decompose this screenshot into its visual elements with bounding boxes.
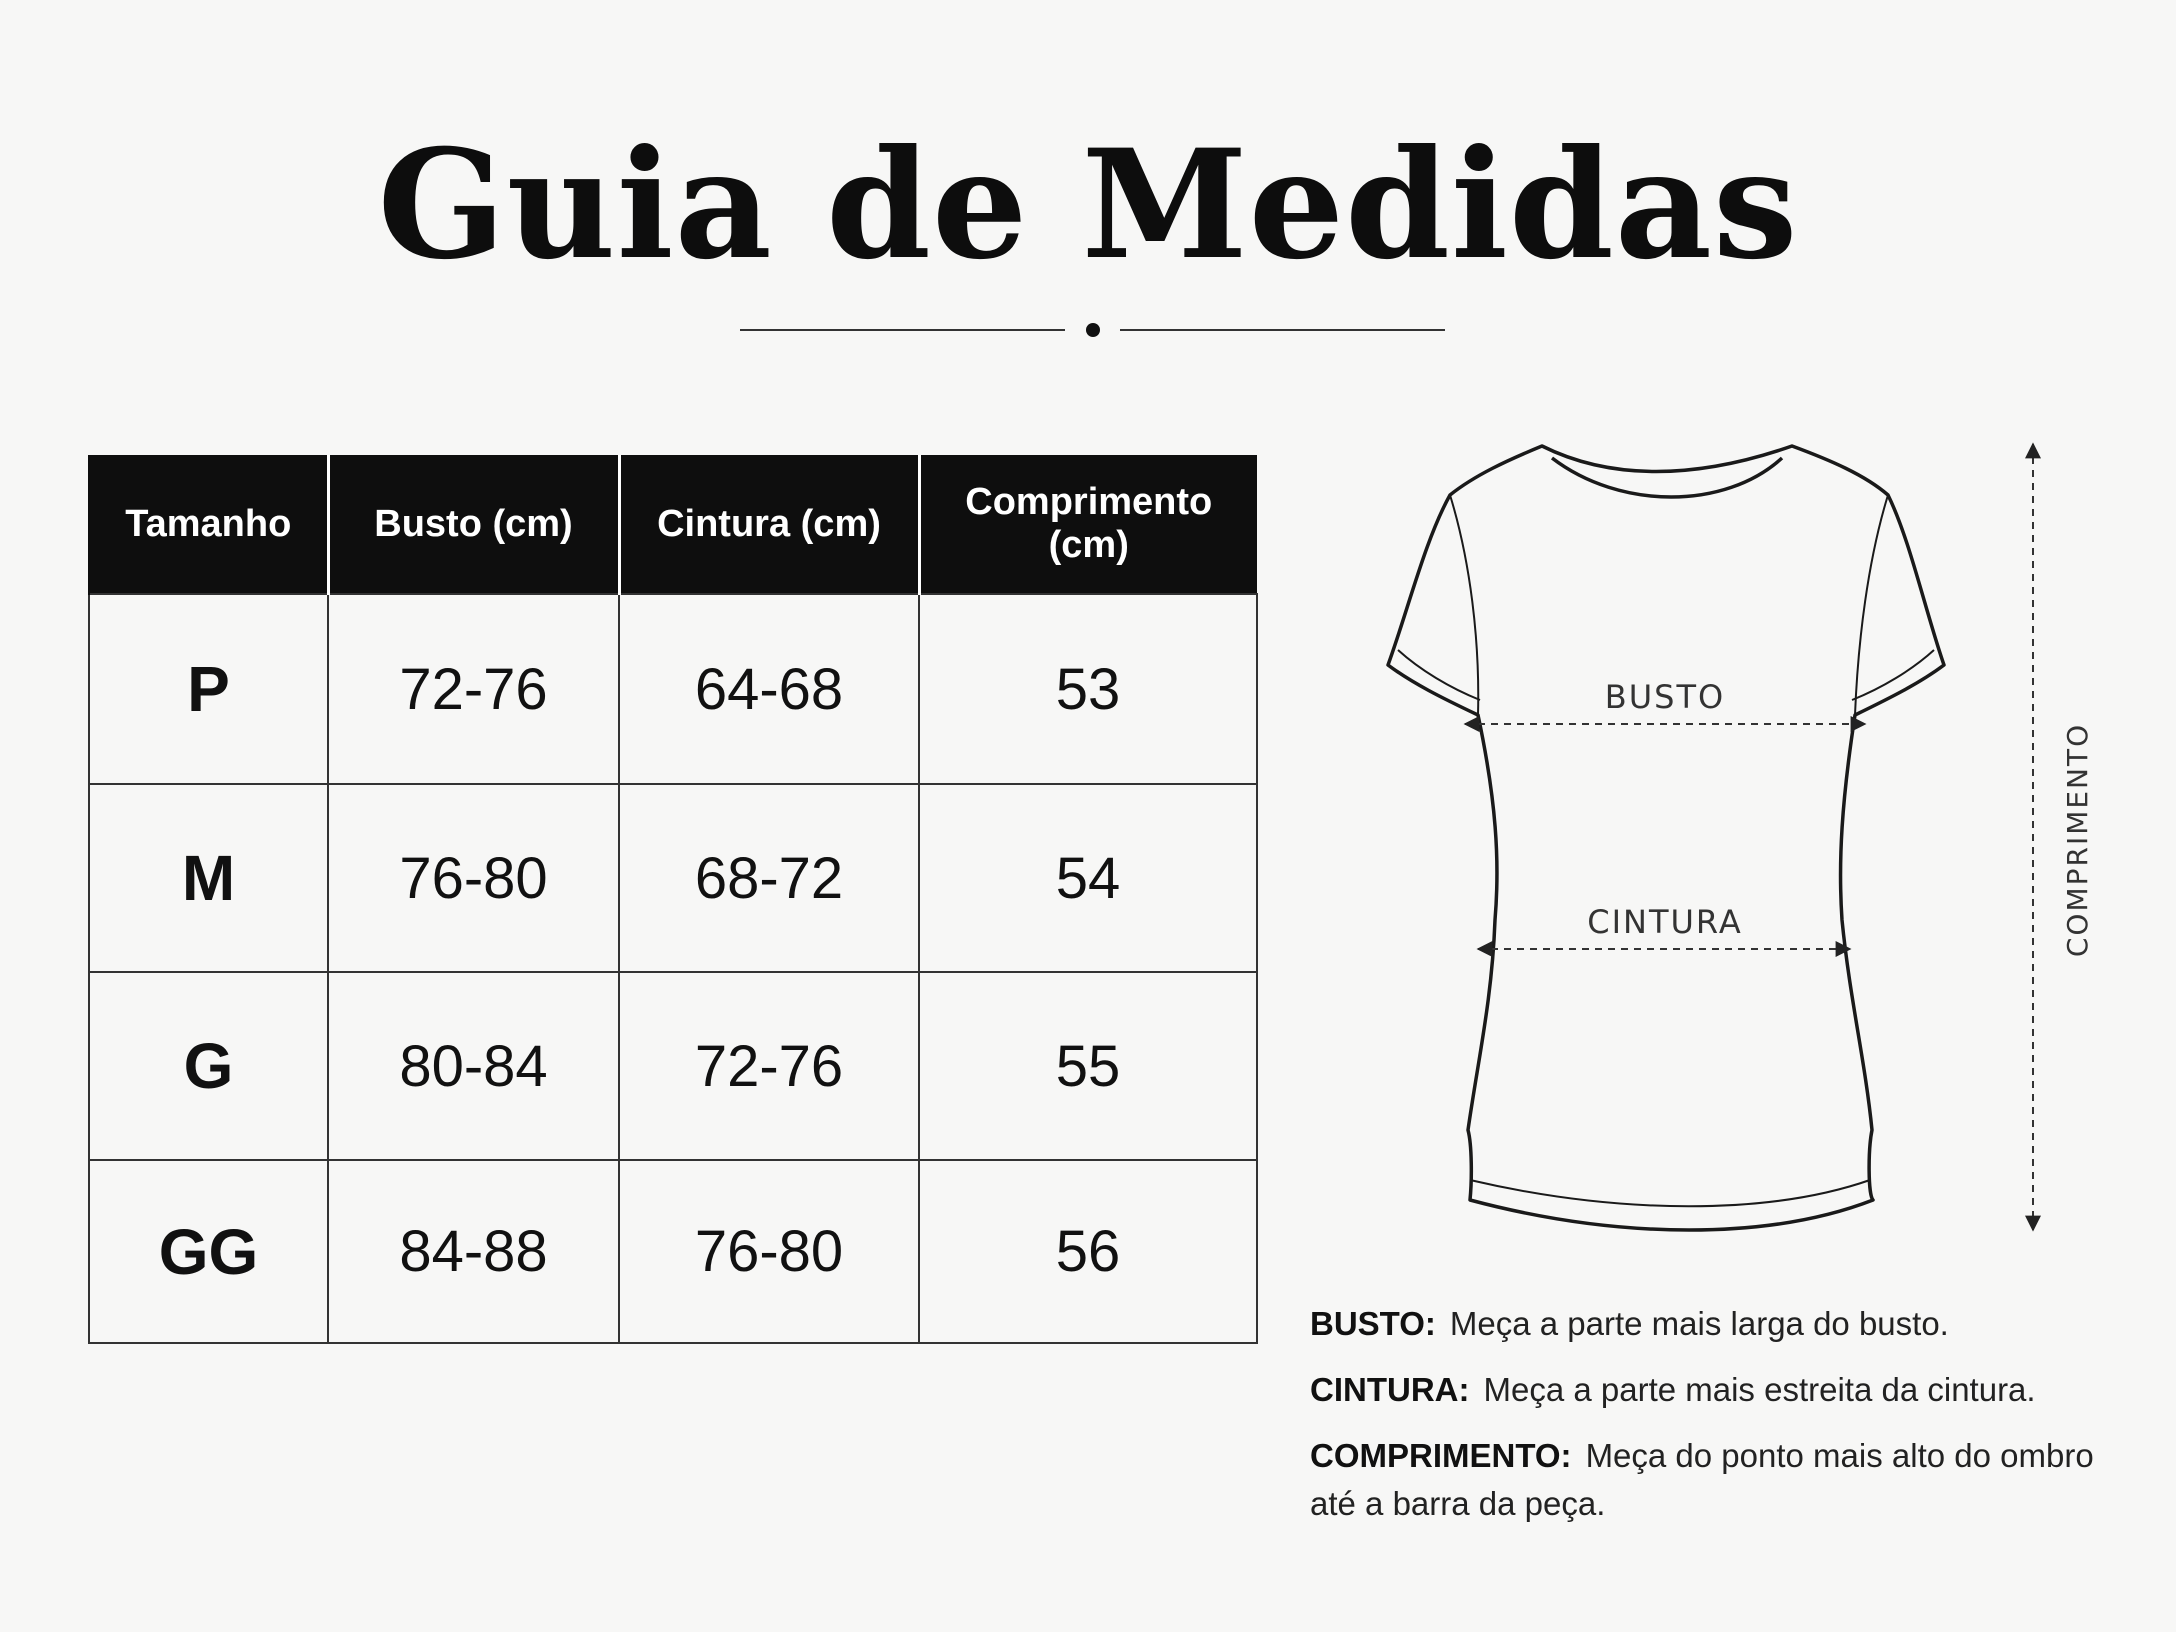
note-bust <box>1310 1300 1949 1348</box>
waist-cell: 64-68 <box>619 594 919 784</box>
header-bust: Busto (cm) <box>328 455 619 594</box>
page-title: Guia de Medidas <box>377 117 1799 293</box>
size-cell: P <box>89 594 328 784</box>
table-header-row <box>89 455 1257 594</box>
size-cell: G <box>89 972 328 1160</box>
divider-dot-icon <box>1086 323 1100 337</box>
length-label: COMPRIMENTO <box>2061 722 2094 958</box>
header-waist: Cintura (cm) <box>619 455 919 594</box>
table-row <box>89 972 1257 1160</box>
note-length <box>1310 1432 2110 1528</box>
length-cell: 54 <box>919 784 1257 972</box>
bust-cell: 72-76 <box>328 594 619 784</box>
waist-label: CINTURA <box>1587 903 1743 941</box>
tshirt-diagram <box>1320 440 2120 1240</box>
bust-cell: 84-88 <box>328 1160 619 1343</box>
table-row <box>89 594 1257 784</box>
length-cell: 56 <box>919 1160 1257 1343</box>
size-cell: GG <box>89 1160 328 1343</box>
size-table <box>88 455 1258 1344</box>
table-row <box>89 784 1257 972</box>
note-bust-term: BUSTO: <box>1310 1305 1436 1342</box>
bust-label: BUSTO <box>1604 678 1726 716</box>
header-length: Comprimento (cm) <box>919 455 1257 594</box>
bust-cell: 80-84 <box>328 972 619 1160</box>
header-size: Tamanho <box>89 455 328 594</box>
title-divider <box>740 320 1445 340</box>
length-cell: 53 <box>919 594 1257 784</box>
note-length-term: COMPRIMENTO: <box>1310 1437 1572 1474</box>
size-cell: M <box>89 784 328 972</box>
bust-cell: 76-80 <box>328 784 619 972</box>
waist-cell: 72-76 <box>619 972 919 1160</box>
note-bust-text: Meça a parte mais larga do busto. <box>1449 1305 1949 1342</box>
note-waist-term: CINTURA: <box>1310 1371 1470 1408</box>
note-length-text: Meça do ponto mais alto do ombro até a barra da peça. <box>1310 1437 2094 1522</box>
note-waist-text: Meça a parte mais estreita da cintura. <box>1483 1371 2036 1408</box>
note-waist <box>1310 1366 2036 1414</box>
tshirt-outline-icon <box>1388 446 1944 1230</box>
waist-cell: 76-80 <box>619 1160 919 1343</box>
table-row <box>89 1160 1257 1343</box>
length-cell: 55 <box>919 972 1257 1160</box>
waist-cell: 68-72 <box>619 784 919 972</box>
